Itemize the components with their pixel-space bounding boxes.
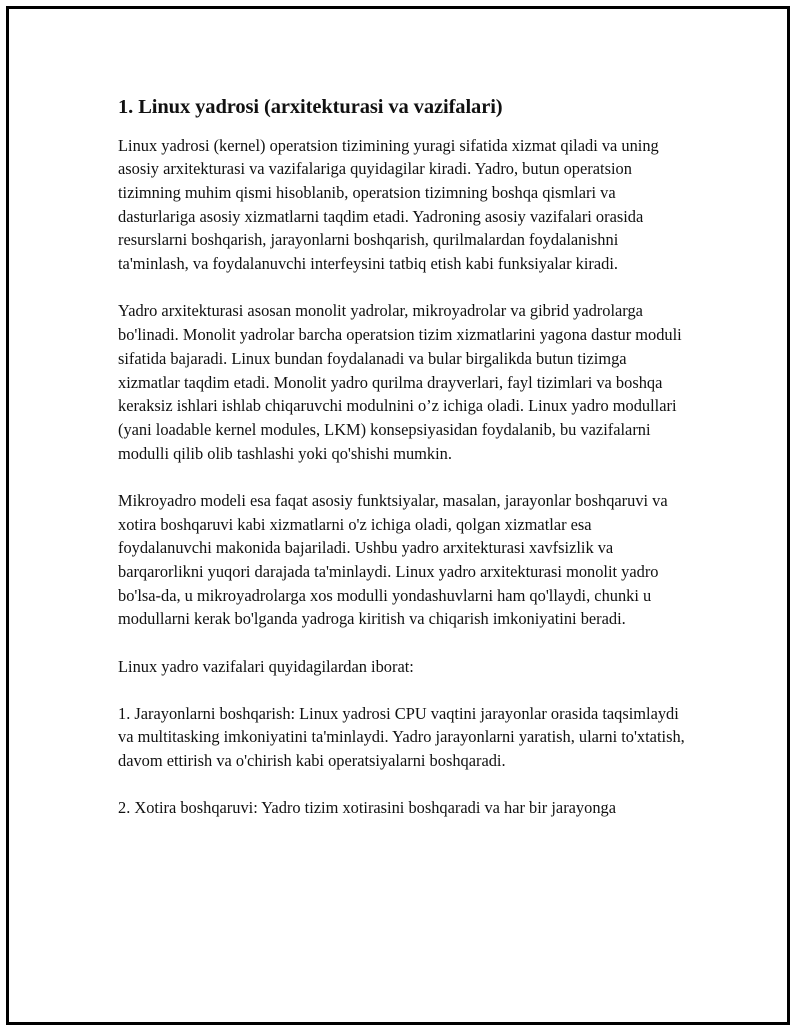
paragraph-memory-management: 2. Xotira boshqaruvi: Yadro tizim xotirasini boshqaradi va har bir jarayonga [118, 798, 616, 818]
document-title: 1. Linux yadrosi (arxitekturasi va vazifalari) [118, 96, 503, 118]
document-body [118, 94, 688, 844]
paragraph-kernel-tasks-intro: Linux yadro vazifalari quyidagilardan iborat: [118, 656, 414, 676]
paragraph-process-management: 1. Jarayonlarni boshqarish: Linux yadrosi CPU vaqtini jarayonlar orasida taqsimlaydi va multitasking imkoniyatini ta'minlaydi. Yadro jarayonlarni yaratish, ularni to'xtatish, davom ettirish va o'chirish kabi operatsiyalarni boshqaradi. [118, 703, 685, 771]
paragraph-kernel-architecture: Yadro arxitekturasi asosan monolit yadrolar, mikroyadrolar va gibrid yadrolarga bo'linadi. Monolit yadrolar barcha operatsion tizim xizmatlarini yagona dastur moduli sifatida bajaradi. Linux bundan foydalanadi va bular birgalikda butun tizimga xizmatlar taqdim etadi. Monolit yadro qurilma drayverlari, fayl tizimlari va boshqa keraksiz ishlari ishlab chiqaruvchi modulnini o’z ichiga oladi. Linux yadro modullari (yani loadable kernel modules, LKM) konsepsiyasidan foydalanib, bu vazifalarni modulli qilib olib tashlashi yoki qo'shishi mumkin. [118, 301, 682, 463]
paragraph-microkernel-model: Mikroyadro modeli esa faqat asosiy funktsiyalar, masalan, jarayonlar boshqaruvi va xotira boshqaruvi kabi xizmatlarni o'z ichiga oladi, qolgan xizmatlar esa foydalanuvchi makonida bajariladi. Ushbu yadro arxitekturasi xavfsizlik va barqarorlikni yuqori darajada ta'minlaydi. Linux yadro arxitekturasi monolit yadro bo'lsa-da, u mikroyadrolarga xos modulli yondashuvlarni ham qo'llaydi, chunki u modullarni kerak bo'lganda yadroga kiritish va chiqarish imkoniyatini beradi. [118, 490, 668, 629]
paragraph-kernel-intro: Linux yadrosi (kernel) operatsion tizimining yuragi sifatida xizmat qiladi va uning asosiy arxitekturasi va vazifalariga quyidagilar kiradi. Yadro, butun operatsion tizimning muhim qismi hisoblanib, operatsion tizimning boshqa qismlari va dasturlariga asosiy xizmatlarni taqdim etadi. Yadroning asosiy vazifalari orasida resurslarni boshqarish, jarayonlarni boshqarish, qurilmalardan foydalanishni ta'minlash, va foydalanuvchi interfeysini tatbiq etish kabi funksiyalar kiradi. [118, 135, 659, 274]
